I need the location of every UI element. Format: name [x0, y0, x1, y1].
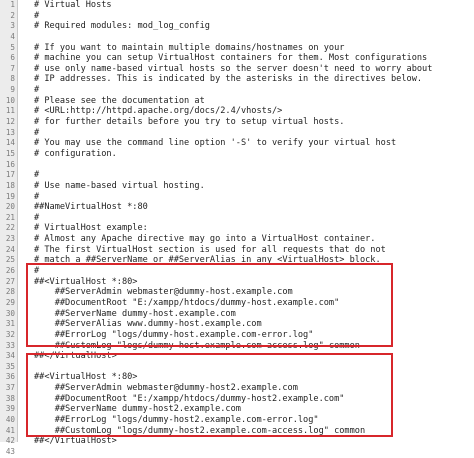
line-number: 37: [5, 383, 15, 393]
line-number: 8: [10, 74, 15, 84]
line-number: 30: [5, 308, 15, 318]
code-line[interactable]: [0, 298, 474, 309]
line-number: 3: [10, 21, 15, 31]
line-text[interactable]: ##</VirtualHost>: [34, 351, 117, 362]
line-number: 17: [5, 170, 15, 180]
code-line[interactable]: [0, 415, 474, 426]
line-text[interactable]: ##CustomLog "logs/dummy-host.example.com-access.log" common: [34, 340, 360, 351]
code-line[interactable]: [0, 266, 474, 277]
code-line[interactable]: [0, 181, 474, 192]
line-text[interactable]: #: [34, 170, 40, 181]
line-number: 12: [5, 117, 15, 127]
line-text[interactable]: # Use name-based virtual hosting.: [34, 180, 205, 191]
line-text[interactable]: #: [34, 212, 40, 223]
code-line[interactable]: [0, 234, 474, 245]
code-line[interactable]: [0, 96, 474, 107]
line-text[interactable]: # The first VirtualHost section is used for all requests that do not: [34, 244, 386, 255]
code-line[interactable]: [0, 447, 474, 458]
code-line[interactable]: [0, 21, 474, 32]
code-line[interactable]: [0, 138, 474, 149]
code-line[interactable]: [0, 0, 474, 11]
code-line[interactable]: [0, 117, 474, 128]
code-line[interactable]: [0, 351, 474, 362]
line-text[interactable]: ##DocumentRoot "E:/xampp/htdocs/dummy-host2.example.com": [34, 393, 345, 404]
line-text[interactable]: # for further details before you try to setup virtual hosts.: [34, 117, 345, 128]
line-text[interactable]: ##CustomLog "logs/dummy-host2.example.com-access.log" common: [34, 425, 366, 436]
code-line[interactable]: [0, 277, 474, 288]
line-number: 20: [5, 202, 15, 212]
line-text[interactable]: #: [34, 85, 40, 96]
code-line[interactable]: [0, 213, 474, 224]
line-number: 24: [5, 244, 15, 254]
line-text[interactable]: ##ServerName dummy-host2.example.com: [34, 404, 241, 415]
code-line[interactable]: [0, 255, 474, 266]
line-text[interactable]: # You may use the command line option '-S' to verify your virtual host: [34, 138, 397, 149]
line-number: 39: [5, 404, 15, 414]
line-text[interactable]: ##</VirtualHost>: [34, 436, 117, 447]
line-text[interactable]: # configuration.: [34, 148, 117, 159]
code-line[interactable]: [0, 192, 474, 203]
line-number: 31: [5, 319, 15, 329]
code-line[interactable]: [0, 319, 474, 330]
code-line[interactable]: [0, 128, 474, 139]
line-text[interactable]: #: [34, 127, 40, 138]
line-number: 38: [5, 393, 15, 403]
code-line[interactable]: [0, 362, 474, 373]
line-number: 1: [10, 0, 15, 9]
line-number: 22: [5, 223, 15, 233]
code-line[interactable]: [0, 341, 474, 352]
line-text[interactable]: # VirtualHost example:: [34, 223, 148, 234]
line-number: 15: [5, 148, 15, 158]
line-text[interactable]: # Virtual Hosts: [34, 0, 112, 10]
line-text[interactable]: ##<VirtualHost *:80>: [34, 372, 138, 383]
line-text[interactable]: ##ServerName dummy-host.example.com: [34, 308, 236, 319]
line-number: 21: [5, 212, 15, 222]
line-number: 13: [5, 127, 15, 137]
code-line[interactable]: [0, 383, 474, 394]
code-line[interactable]: [0, 202, 474, 213]
code-line[interactable]: [0, 106, 474, 117]
line-number: 2: [10, 10, 15, 20]
line-number: 19: [5, 191, 15, 201]
line-text[interactable]: ##ErrorLog "logs/dummy-host.example.com-error.log": [34, 329, 314, 340]
line-number: 33: [5, 340, 15, 350]
code-line[interactable]: [0, 223, 474, 234]
code-line[interactable]: [0, 43, 474, 54]
line-text[interactable]: ##ErrorLog "logs/dummy-host2.example.com-error.log": [34, 414, 319, 425]
code-line[interactable]: [0, 404, 474, 415]
line-text[interactable]: ##DocumentRoot "E:/xampp/htdocs/dummy-host.example.com": [34, 297, 340, 308]
line-text[interactable]: # machine you can setup VirtualHost containers for them. Most configurations: [34, 53, 428, 64]
line-number: 40: [5, 414, 15, 424]
code-line[interactable]: [0, 85, 474, 96]
code-line[interactable]: [0, 74, 474, 85]
line-number: 9: [10, 85, 15, 95]
line-text[interactable]: # IP addresses. This is indicated by the asterisks in the directives below.: [34, 74, 423, 85]
code-line[interactable]: [0, 53, 474, 64]
line-text[interactable]: # Please see the documentation at: [34, 95, 205, 106]
code-line[interactable]: [0, 372, 474, 383]
line-text[interactable]: ##ServerAlias www.dummy-host.example.com: [34, 319, 262, 330]
code-line[interactable]: [0, 309, 474, 320]
line-number: 28: [5, 287, 15, 297]
line-number: 23: [5, 234, 15, 244]
line-text[interactable]: #: [34, 191, 40, 202]
line-number: 36: [5, 372, 15, 382]
line-number: 4: [10, 31, 15, 41]
line-number: 7: [10, 63, 15, 73]
line-text[interactable]: ##NameVirtualHost *:80: [34, 202, 148, 213]
line-text[interactable]: # use only name-based virtual hosts so the server doesn't need to worry about: [34, 63, 433, 74]
line-text[interactable]: ##ServerAdmin webmaster@dummy-host2.example.com: [34, 383, 298, 394]
line-number: 14: [5, 138, 15, 148]
line-text[interactable]: # If you want to maintain multiple domains/hostnames on your: [34, 42, 345, 53]
line-text[interactable]: # <URL:http://httpd.apache.org/docs/2.4/vhosts/>: [34, 106, 283, 117]
line-number: 32: [5, 329, 15, 339]
line-number: 18: [5, 180, 15, 190]
line-text[interactable]: # Almost any Apache directive may go into a VirtualHost container.: [34, 234, 376, 245]
line-number: 35: [5, 361, 15, 371]
line-number: 43: [5, 446, 15, 456]
code-line[interactable]: [0, 32, 474, 43]
code-line[interactable]: [0, 64, 474, 75]
code-line[interactable]: [0, 426, 474, 437]
code-line[interactable]: [0, 170, 474, 181]
line-number: 29: [5, 297, 15, 307]
code-line[interactable]: [0, 245, 474, 256]
line-text[interactable]: #: [34, 266, 40, 277]
line-number: 41: [5, 425, 15, 435]
line-text[interactable]: #: [34, 10, 40, 21]
line-number: 10: [5, 95, 15, 105]
line-number: 27: [5, 276, 15, 286]
line-text[interactable]: # Required modules: mod_log_config: [34, 21, 210, 32]
line-text[interactable]: ##<VirtualHost *:80>: [34, 276, 138, 287]
line-number: 34: [5, 351, 15, 361]
line-number: 42: [5, 436, 15, 446]
code-line[interactable]: [0, 149, 474, 160]
code-line[interactable]: [0, 287, 474, 298]
line-text[interactable]: # match a ##ServerName or ##ServerAlias in any <VirtualHost> block.: [34, 255, 381, 266]
code-line[interactable]: [0, 394, 474, 405]
line-text[interactable]: ##ServerAdmin webmaster@dummy-host.example.com: [34, 287, 293, 298]
code-line[interactable]: [0, 330, 474, 341]
line-number: 5: [10, 42, 15, 52]
line-number: 26: [5, 266, 15, 276]
line-number: 16: [5, 159, 15, 169]
line-number: 25: [5, 255, 15, 265]
line-number: 6: [10, 53, 15, 63]
code-line[interactable]: [0, 160, 474, 171]
code-line[interactable]: [0, 11, 474, 22]
line-number: 11: [5, 106, 15, 116]
